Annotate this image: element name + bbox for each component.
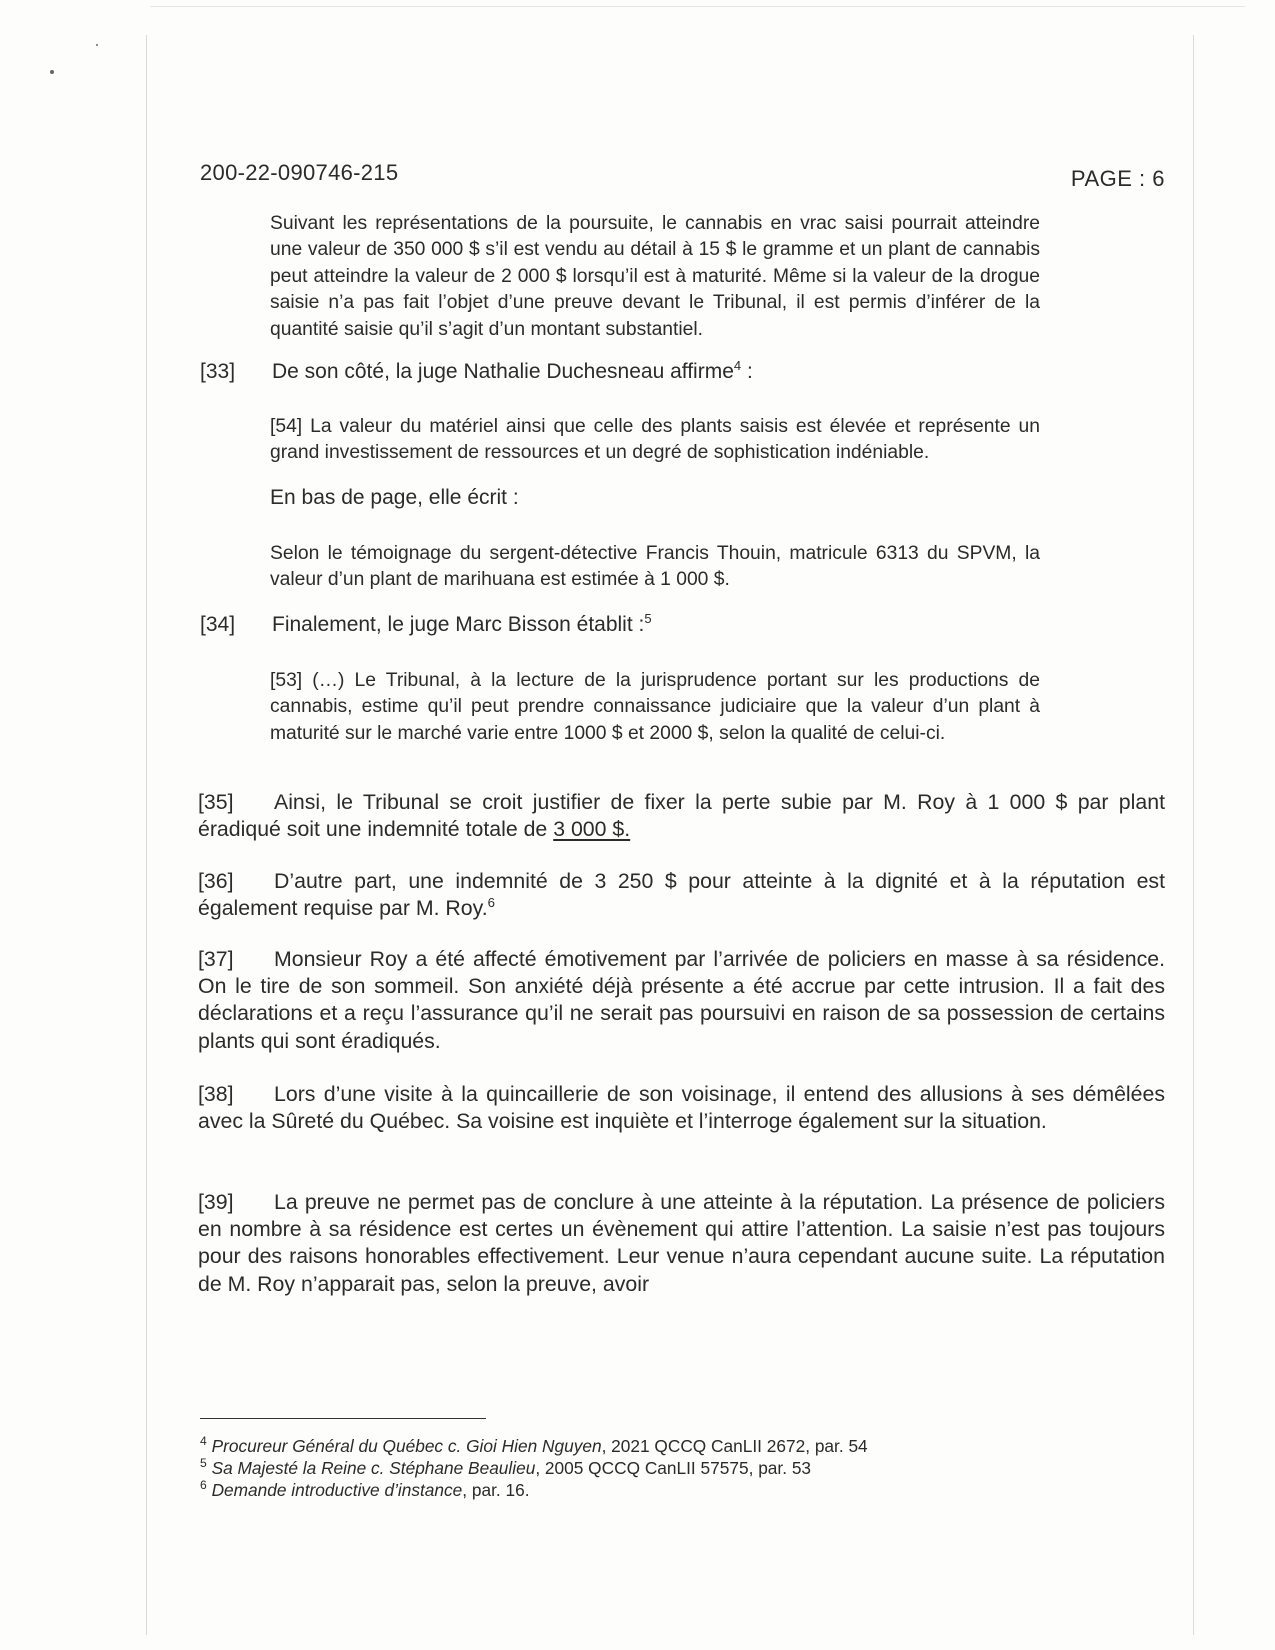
footnote-ref: 5 (644, 611, 652, 626)
page-top-edge (150, 6, 1245, 7)
paragraph-text: Ainsi, le Tribunal se croit justifier de fixer la perte subie par M. Roy à 1 000 $ par plant éradiqué soit une indemnité totale de (198, 790, 1165, 842)
case-citation-title: Procureur Général du Québec c. Gioi Hien Nguyen (211, 1436, 602, 1456)
paragraph-37 (198, 946, 1165, 1055)
paragraph-text: Lors d’une visite à la quincaillerie de son voisinage, il entend des allusions à ses démêlées avec la Sûreté du Québec. Sa voisine est inquiète et l’interroge également sur la situation. (198, 1082, 1165, 1134)
paragraph-text-tail: : (741, 360, 753, 383)
paragraph-text: De son côté, la juge Nathalie Duchesneau affirme (272, 360, 734, 383)
paragraph-number: [38] (198, 1082, 234, 1106)
quote-block-1: Suivant les représentations de la poursuite, le cannabis en vrac saisi pourrait atteindre une valeur de 350 000 $ s’il est vendu au détail à 15 $ le gramme et un plant de cannabis peut atteindre la valeur de 2 000 $ lorsqu’il est à maturité. Même si la valeur de la drogue saisie n’a pas fait l’objet d’une preuve devant le Tribunal, il est permis d’inférer de la quantité saisie qu’il s’agit d’un montant substantiel. (270, 213, 1040, 340)
case-number: 200-22-090746-215 (200, 160, 399, 185)
paragraph-number: [35] (198, 790, 234, 814)
page-left-edge (146, 35, 147, 1635)
case-citation-title: Sa Majesté la Reine c. Stéphane Beaulieu (211, 1458, 536, 1478)
footnote-5 (200, 1457, 811, 1479)
paragraph-33 (200, 358, 1170, 386)
quote-block-2: [54] La valeur du matériel ainsi que celle des plants saisis est élevée et représente un grand investissement de ressources et un degré de sophistication indéniable. (270, 416, 1040, 464)
paragraph-text: Monsieur Roy a été affecté émotivement par l’arrivée de policiers en masse à sa résidence. On le tire de son sommeil. Son anxiété déjà présente a été accrue par cette intrusion. Il a fait des déclarations et a reçu l’assurance qu’il ne serait pas poursuivi en raison de sa possession de certains plants qui sont éradiqués. (198, 947, 1165, 1053)
page-right-edge (1193, 35, 1194, 1635)
citation-detail: , 2005 QCCQ CanLII 57575, par. 53 (535, 1458, 812, 1478)
paragraph-39 (198, 1189, 1165, 1298)
paragraph-number: [37] (198, 947, 234, 971)
paragraph-number: [33] (200, 360, 236, 383)
page-header (200, 158, 1165, 198)
paragraph-34 (200, 611, 1170, 639)
quote-block-3: Selon le témoignage du sergent-détective Francis Thouin, matricule 6313 du SPVM, la valeur d’un plant de marihuana est estimée à 1 000 $. (270, 543, 1040, 591)
citation-detail: , par. 16. (462, 1480, 530, 1500)
indemnity-total: 3 000 $. (553, 817, 631, 842)
paragraph-number: [39] (198, 1190, 234, 1214)
footnote-separator (200, 1418, 486, 1419)
footnote-ref: 6 (487, 895, 495, 911)
paragraph-35 (198, 789, 1165, 843)
footnote-ref: 4 (733, 358, 742, 373)
footnote-6 (200, 1479, 530, 1501)
paragraph-text: Finalement, le juge Marc Bisson établit : (272, 613, 645, 636)
footnote-number: 6 (200, 1478, 207, 1493)
citation-detail: , 2021 QCCQ CanLII 2672, par. 54 (601, 1436, 868, 1456)
footnote-intro: En bas de page, elle écrit : (270, 486, 519, 509)
page-number: PAGE : 6 (1070, 166, 1165, 191)
footnote-number: 4 (200, 1434, 207, 1449)
footnote-4 (200, 1435, 868, 1457)
footnote-number: 5 (200, 1456, 207, 1471)
paragraph-text: D’autre part, une indemnité de 3 250 $ pour atteinte à la dignité et à la réputation est également requise par M. Roy. (198, 869, 1165, 921)
paragraph-number: [34] (200, 613, 236, 636)
paragraph-number: [36] (198, 869, 234, 893)
scan-speck (96, 44, 98, 46)
scan-speck (50, 70, 54, 74)
paragraph-38 (198, 1081, 1165, 1135)
paragraph-text: La preuve ne permet pas de conclure à une atteinte à la réputation. La présence de policiers en nombre à sa résidence est certes un évènement qui attire l’attention. La saisie n’est pas toujours pour des raisons honorables effectivement. Leur venue n’aura cependant aucune suite. La réputation de M. Roy n’apparait pas, selon la preuve, avoir (198, 1190, 1165, 1296)
quote-block-4: [53] (…) Le Tribunal, à la lecture de la jurisprudence portant sur les productions de cannabis, estime qu’il peut prendre connaissance judiciaire que la valeur d’un plant à maturité sur le marché varie entre 1000 $ et 2000 $, selon la qualité de celui-ci. (270, 670, 1040, 744)
paragraph-36 (198, 868, 1165, 922)
case-citation-title: Demande introductive d’instance (211, 1480, 463, 1500)
